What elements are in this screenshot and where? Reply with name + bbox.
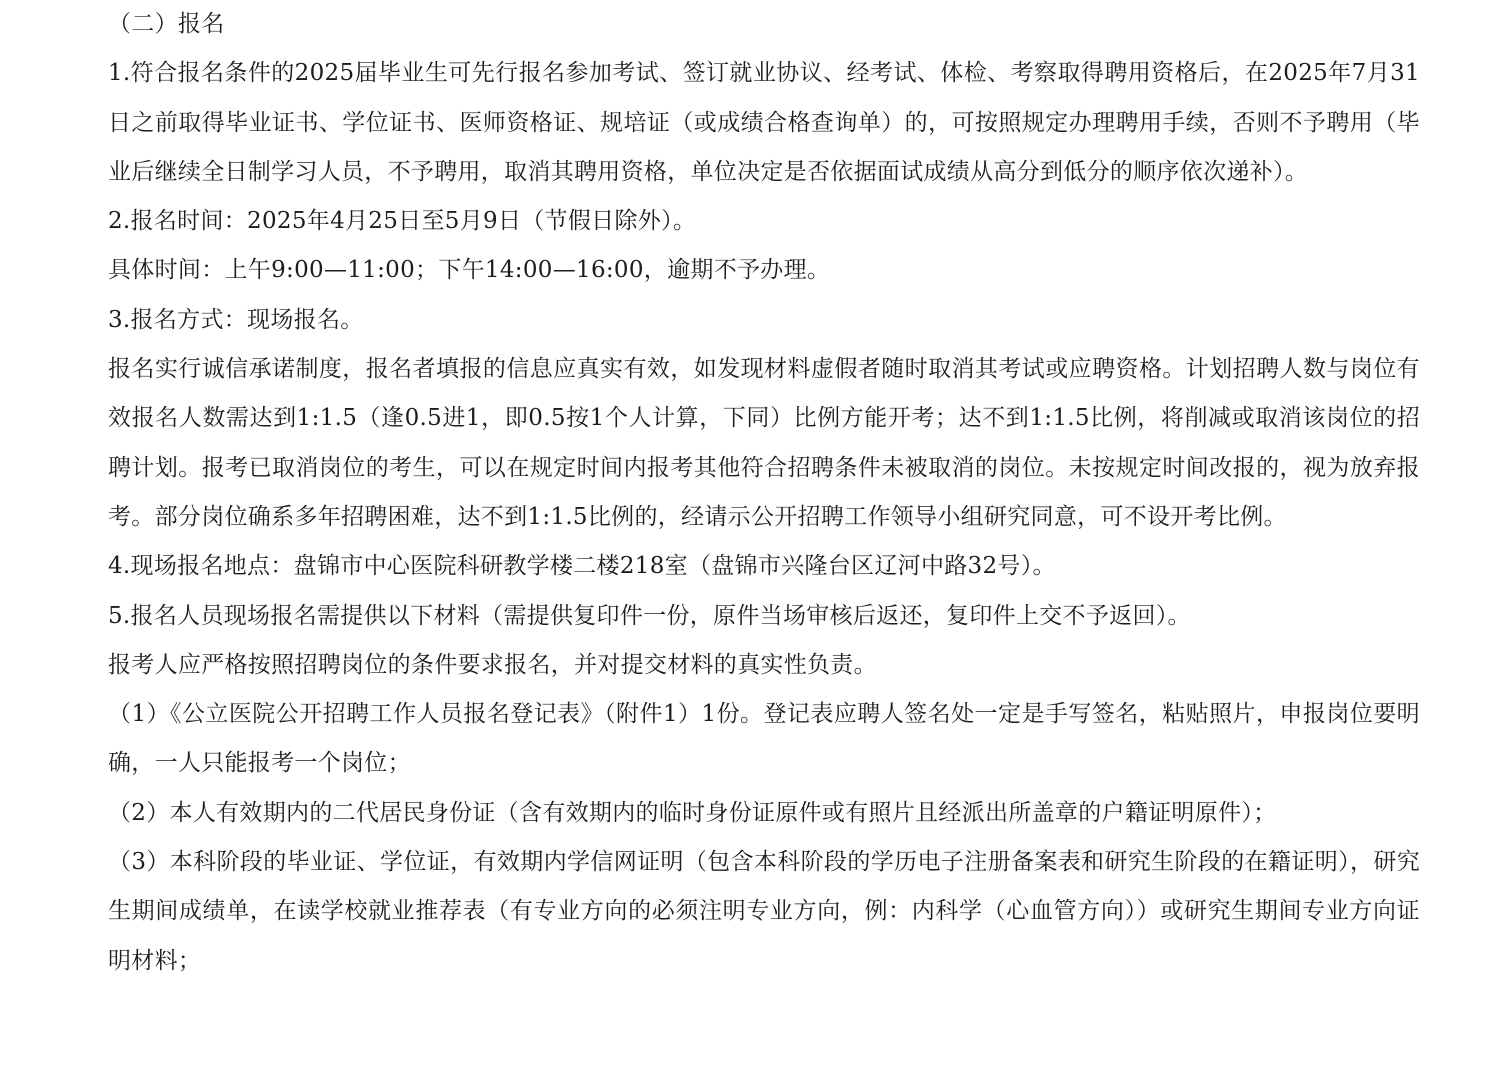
paragraph-required-materials: 5.报名人员现场报名需提供以下材料（需提供复印件一份，原件当场审核后返还，复印件上交不予返回）。 [108,602,1191,629]
paragraph-registration-time: 2.报名时间：2025年4月25日至5月9日（节假日除外）。 [108,208,697,235]
paragraph-applicant-responsibility: 报考人应严格按照招聘岗位的条件要求报名，并对提交材料的真实性负责。 [108,651,877,678]
paragraph-specific-hours: 具体时间：上午9:00—11:00；下午14:00—16:00，逾期不予办理。 [108,257,831,284]
list-item-id-card: （2）本人有效期内的二代居民身份证（含有效期内的临时身份证原件或有照片且经派出所盖章的户籍证明原件）； [108,799,1277,826]
paragraph-registration-location: 4.现场报名地点：盘锦市中心医院科研教学楼二楼218室（盘锦市兴隆台区辽河中路32号）。 [108,553,1056,580]
paragraph-integrity-commitment: 报名实行诚信承诺制度，报名者填报的信息应真实有效，如发现材料虚假者随时取消其考试或应聘资格。计划招聘人数与岗位有效报名人数需达到1:1.5（逢0.5进1，即0.5按1个人计算，下同）比例方能开考；达不到1:1.5比例，将削减或取消该岗位的招聘计划。报考已取消岗位的考生，可以在规定时间内报考其他符合招聘条件未被取消的岗位。未按规定时间改报的，视为放弃报考。部分岗位确系多年招聘困难，达不到1:1.5比例的，经请示公开招聘工作领导小组研究同意，可不设开考比例。 [108,356,1420,530]
list-item-diplomas: （3）本科阶段的毕业证、学位证，有效期内学信网证明（包含本科阶段的学历电子注册备案表和研究生阶段的在籍证明），研究生期间成绩单，在读学校就业推荐表（有专业方向的必须注明专业方向，例：内科学（心血管方向））或研究生期间专业方向证明材料； [108,849,1420,974]
section-heading: （二）报名 [108,11,225,37]
list-item-registration-form: （1）《公立医院公开招聘工作人员报名登记表》（附件1）1份。登记表应聘人签名处一定是手写签名，粘贴照片，申报岗位要明确，一人只能报考一个岗位； [108,701,1420,777]
paragraph-eligibility: 1.符合报名条件的2025届毕业生可先行报名参加考试、签订就业协议、经考试、体检、考察取得聘用资格后，在2025年7月31日之前取得毕业证书、学位证书、医师资格证、规培证（或成绩合格查询单）的，可按照规定办理聘用手续，否则不予聘用（毕业后继续全日制学习人员，不予聘用，取消其聘用资格，单位决定是否依据面试成绩从高分到低分的顺序依次递补）。 [108,60,1420,185]
paragraph-registration-method: 3.报名方式：现场报名。 [108,306,364,333]
document-body [108,0,1420,986]
